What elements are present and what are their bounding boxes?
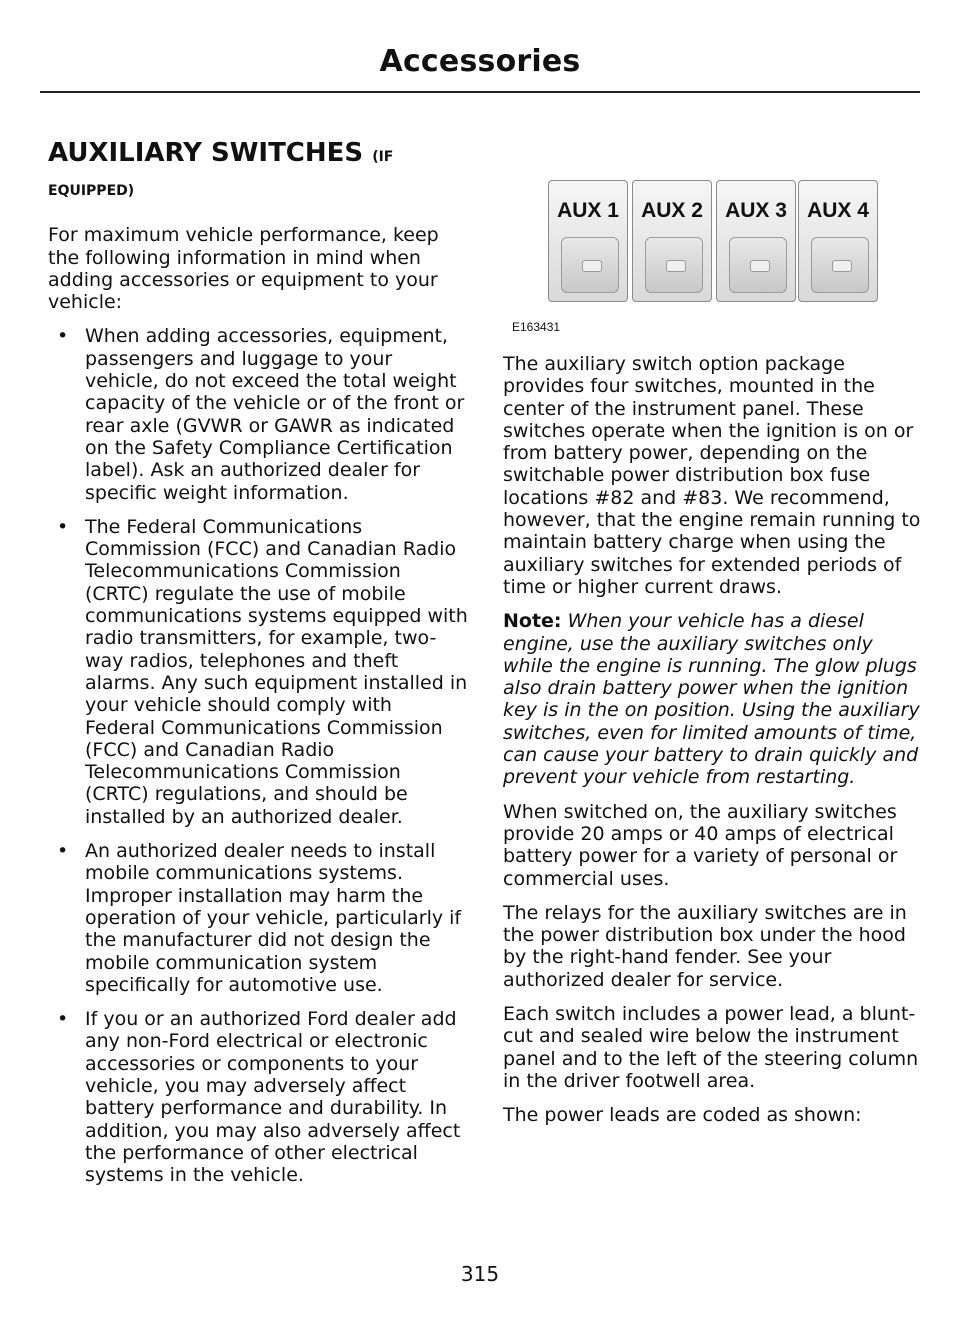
paragraph-power-lead: Each switch includes a power lead, a blunt-cut and sealed wire below the instrument panel and to the left of the steering column in the driver footwell area. — [503, 1003, 919, 1092]
rocker-notch-icon — [750, 260, 770, 272]
bullet-text: When adding accessories, equipment, passengers and luggage to your vehicle, do not exceed the total weight capacity of the vehicle or of the front or rear axle (GVWR or GAWR as indicated on the Safety Compliance Certification label). Ask an authorized dealer for specific weight information. — [85, 325, 465, 504]
paragraph-switch-package: The auxiliary switch option package provides four switches, mounted in the center of the instrument panel. These switches operate when the ignition is on or from battery power, depending on the switchable power distribution box fuse locations #82 and #83. We recommend, however, that the engine remain running to maintain battery charge when using the auxiliary switches for extended periods of time or higher current draws. — [503, 353, 921, 598]
bullet-icon: • — [57, 840, 69, 863]
list-item — [48, 516, 468, 828]
bullet-list — [48, 325, 468, 1186]
aux-switch-4 — [798, 180, 878, 302]
figure-code: E163431 — [512, 320, 561, 334]
rocker-icon — [561, 237, 619, 293]
aux-switch-label: AUX 3 — [725, 199, 787, 222]
section-subtitle: EQUIPPED) — [48, 183, 135, 199]
page-number: 315 — [460, 1262, 500, 1286]
list-item — [48, 840, 468, 996]
bullet-icon: • — [57, 325, 69, 348]
bullet-text: An authorized dealer needs to install mobile communications systems. Improper installation may harm the operation of your vehicle, particularly if the manufacturer did not design the mobile communication system specifically for automotive use. — [85, 840, 462, 996]
rocker-icon — [811, 237, 869, 293]
aux-switch-label: AUX 2 — [641, 199, 703, 222]
right-column — [503, 353, 923, 1139]
aux-switch-label: AUX 4 — [807, 199, 869, 222]
aux-switch-label: AUX 1 — [557, 199, 619, 222]
aux-switch-illustration — [548, 180, 878, 304]
bullet-text: If you or an authorized Ford dealer add any non-Ford electrical or electronic accessories or components to your vehicle, you may adversely affect battery performance and durability. In addition, you may also adversely affect the performance of other electrical systems in the vehicle. — [85, 1008, 461, 1187]
rocker-notch-icon — [666, 260, 686, 272]
paragraph-coded: The power leads are coded as shown: — [503, 1104, 862, 1127]
aux-switch-1 — [548, 180, 628, 302]
intro-paragraph: For maximum vehicle performance, keep the following information in mind when adding accessories or equipment to your vehicle: — [48, 224, 439, 314]
section-title-suffix: (IF — [372, 149, 394, 165]
bullet-icon: • — [57, 515, 69, 538]
paragraph-amps: When switched on, the auxiliary switches provide 20 amps or 40 amps of electrical battery power for a variety of personal or commercial uses. — [503, 800, 898, 890]
list-item — [48, 325, 468, 503]
bullet-icon: • — [57, 1008, 69, 1031]
section-title-text: AUXILIARY SWITCHES — [48, 138, 364, 168]
note-paragraph — [503, 610, 923, 788]
paragraph-relays: The relays for the auxiliary switches are in the power distribution box under the hood by the right-hand fender. See your authorized dealer for service. — [503, 901, 907, 991]
rocker-icon — [729, 237, 787, 293]
list-item — [48, 1008, 468, 1186]
page-header-title: Accessories — [379, 44, 581, 79]
section-title — [48, 138, 468, 172]
rocker-notch-icon — [582, 260, 602, 272]
header-divider — [40, 91, 920, 93]
note-label: Note: — [503, 610, 562, 633]
rocker-notch-icon — [832, 260, 852, 272]
note-text: When your vehicle has a diesel engine, use the auxiliary switches only while the engine is running. The glow plugs also drain battery power when the ignition key is in the on position. Using the auxiliary switches, even for limited amounts of time, can cause your battery to drain quickly and prevent your vehicle from restarting. — [503, 610, 920, 789]
aux-switch-2 — [632, 180, 712, 302]
bullet-text: The Federal Communications Commission (FCC) and Canadian Radio Telecommunications Commission (CRTC) regulate the use of mobile communications systems equipped with radio transmitters, for example, two-way radios, telephones and theft alarms. Any such equipment installed in your vehicle should comply with Federal Communications Commission (FCC) and Canadian Radio Telecommunications Commission (CRTC) regulations, and should be installed by an authorized dealer. — [85, 515, 468, 828]
rocker-icon — [645, 237, 703, 293]
left-column — [48, 138, 468, 1198]
aux-switch-3 — [716, 180, 796, 302]
